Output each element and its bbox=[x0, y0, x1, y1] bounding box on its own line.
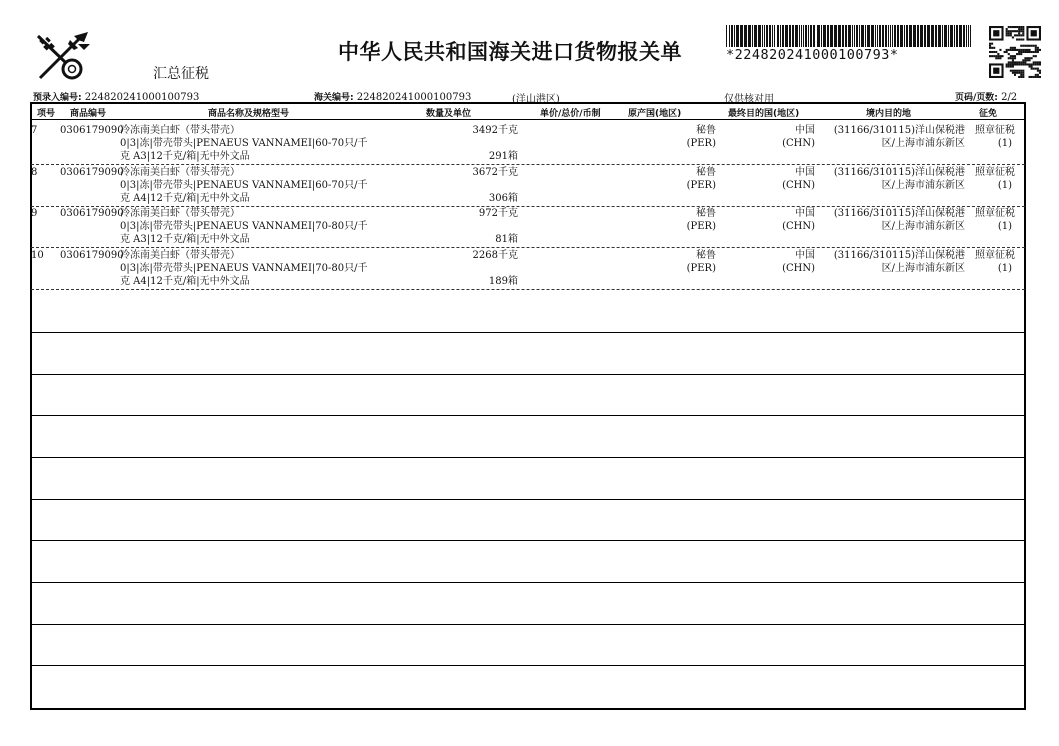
blank-row-line bbox=[31, 499, 1025, 500]
qr-code-icon bbox=[989, 26, 1041, 78]
item-name: 冷冻南美白虾（带头带壳） bbox=[120, 208, 240, 219]
item-spec1: 0|3|冻|带壳带头|PENAEUS VANNAMEI|60-70只/千 bbox=[120, 138, 368, 149]
blank-row-line bbox=[31, 582, 1025, 583]
item-name: 冷冻南美白虾（带头带壳） bbox=[120, 125, 240, 136]
item-dest: 中国 bbox=[795, 250, 815, 261]
item-exempt1: 照章征税 bbox=[975, 208, 1015, 219]
customs-label: 海关编号: bbox=[314, 93, 354, 103]
item-spec1: 0|3|冻|带壳带头|PENAEUS VANNAMEI|60-70只/千 bbox=[120, 180, 368, 191]
item-domestic2: 区/上海市浦东新区 bbox=[881, 221, 965, 232]
item-spec2: 克 A4|12千克/箱|无中外文品 bbox=[120, 193, 250, 204]
col-exemption: 征免 bbox=[979, 109, 998, 119]
row-separator bbox=[31, 289, 1025, 290]
preentry-value: 224820241000100793 bbox=[84, 92, 200, 103]
blank-row-line bbox=[31, 540, 1025, 541]
item-qty2: 189箱 bbox=[488, 276, 518, 287]
item-origin: 秘鲁 bbox=[696, 250, 716, 261]
item-origin-code: (PER) bbox=[686, 263, 716, 274]
item-no: 10 bbox=[31, 250, 44, 261]
blank-row-line bbox=[31, 457, 1025, 458]
page-label: 页码/页数: bbox=[955, 93, 998, 103]
document-title: 中华人民共和国海关进口货物报关单 bbox=[338, 40, 682, 64]
item-exempt2: (1) bbox=[997, 221, 1012, 232]
col-destination: 最终目的国(地区) bbox=[728, 109, 800, 119]
item-origin-code: (PER) bbox=[686, 138, 716, 149]
col-price: 单价/总价/币制 bbox=[540, 109, 601, 119]
col-item-no: 项号 bbox=[37, 109, 56, 119]
blank-row-line bbox=[31, 415, 1025, 416]
col-qty-unit: 数量及单位 bbox=[426, 109, 472, 119]
item-qty2: 291箱 bbox=[488, 151, 518, 162]
item-qty2: 81箱 bbox=[495, 234, 518, 245]
item-no: 7 bbox=[31, 125, 38, 136]
blank-row-line bbox=[31, 374, 1025, 375]
item-dest: 中国 bbox=[795, 208, 815, 219]
row-separator bbox=[31, 164, 1025, 165]
customs-value: 224820241000100793 bbox=[356, 92, 472, 103]
item-spec2: 克 A3|12千克/箱|无中外文品 bbox=[120, 151, 250, 162]
item-domestic1: (31166/310115)洋山保税港 bbox=[833, 208, 965, 219]
item-exempt1: 照章征税 bbox=[975, 125, 1015, 136]
item-domestic2: 区/上海市浦东新区 bbox=[881, 263, 965, 274]
port-name: (洋山港区) bbox=[512, 94, 560, 105]
item-exempt1: 照章征税 bbox=[975, 250, 1015, 261]
item-exempt2: (1) bbox=[997, 263, 1012, 274]
item-domestic1: (31166/310115)洋山保税港 bbox=[833, 167, 965, 178]
item-dest-code: (CHN) bbox=[782, 138, 815, 149]
row-separator bbox=[31, 247, 1025, 248]
item-domestic2: 区/上海市浦东新区 bbox=[881, 180, 965, 191]
item-spec1: 0|3|冻|带壳带头|PENAEUS VANNAMEI|70-80只/千 bbox=[120, 221, 368, 232]
item-dest: 中国 bbox=[795, 167, 815, 178]
blank-row-line bbox=[31, 624, 1025, 625]
item-spec2: 克 A3|12千克/箱|无中外文品 bbox=[120, 234, 250, 245]
col-origin: 原产国(地区) bbox=[628, 109, 682, 119]
item-no: 9 bbox=[31, 208, 38, 219]
item-hs: 0306179090 bbox=[60, 167, 124, 178]
item-domestic1: (31166/310115)洋山保税港 bbox=[833, 250, 965, 261]
barcode-text: *224820241000100793* bbox=[726, 47, 899, 63]
item-origin-code: (PER) bbox=[686, 221, 716, 232]
verify-only-note: 仅供核对用 bbox=[724, 94, 774, 105]
item-hs: 0306179090 bbox=[60, 208, 124, 219]
item-exempt2: (1) bbox=[997, 180, 1012, 191]
item-dest: 中国 bbox=[795, 125, 815, 136]
item-domestic2: 区/上海市浦东新区 bbox=[881, 138, 965, 149]
item-hs: 0306179090 bbox=[60, 125, 124, 136]
blank-row-line bbox=[31, 332, 1025, 333]
item-qty1: 3672千克 bbox=[472, 167, 518, 178]
item-hs: 0306179090 bbox=[60, 250, 124, 261]
item-qty1: 2268千克 bbox=[472, 250, 518, 261]
item-name: 冷冻南美白虾（带头带壳） bbox=[120, 167, 240, 178]
item-exempt2: (1) bbox=[997, 138, 1012, 149]
customs-emblem-icon bbox=[34, 30, 92, 82]
barcode-icon bbox=[726, 25, 973, 47]
item-dest-code: (CHN) bbox=[782, 221, 815, 232]
col-domestic-dest: 境内目的地 bbox=[866, 109, 912, 119]
preentry-label: 预录入编号: bbox=[33, 93, 82, 103]
item-dest-code: (CHN) bbox=[782, 180, 815, 191]
summary-tax-label: 汇总征税 bbox=[153, 66, 209, 82]
item-qty1: 972千克 bbox=[478, 208, 518, 219]
item-domestic1: (31166/310115)洋山保税港 bbox=[833, 125, 965, 136]
item-no: 8 bbox=[31, 167, 38, 178]
col-hs-code: 商品编号 bbox=[70, 109, 107, 119]
col-name-spec: 商品名称及规格型号 bbox=[208, 109, 290, 119]
item-origin: 秘鲁 bbox=[696, 125, 716, 136]
item-qty2: 306箱 bbox=[488, 193, 518, 204]
page-value: 2/2 bbox=[1001, 92, 1018, 103]
item-exempt1: 照章征税 bbox=[975, 167, 1015, 178]
item-spec1: 0|3|冻|带壳带头|PENAEUS VANNAMEI|70-80只/千 bbox=[120, 263, 368, 274]
item-name: 冷冻南美白虾（带头带壳） bbox=[120, 250, 240, 261]
item-dest-code: (CHN) bbox=[782, 263, 815, 274]
blank-row-line bbox=[31, 665, 1025, 666]
item-origin: 秘鲁 bbox=[696, 208, 716, 219]
item-qty1: 3492千克 bbox=[472, 125, 518, 136]
item-origin-code: (PER) bbox=[686, 180, 716, 191]
item-spec2: 克 A4|12千克/箱|无中外文品 bbox=[120, 276, 250, 287]
item-origin: 秘鲁 bbox=[696, 167, 716, 178]
header-divider bbox=[31, 119, 1025, 120]
